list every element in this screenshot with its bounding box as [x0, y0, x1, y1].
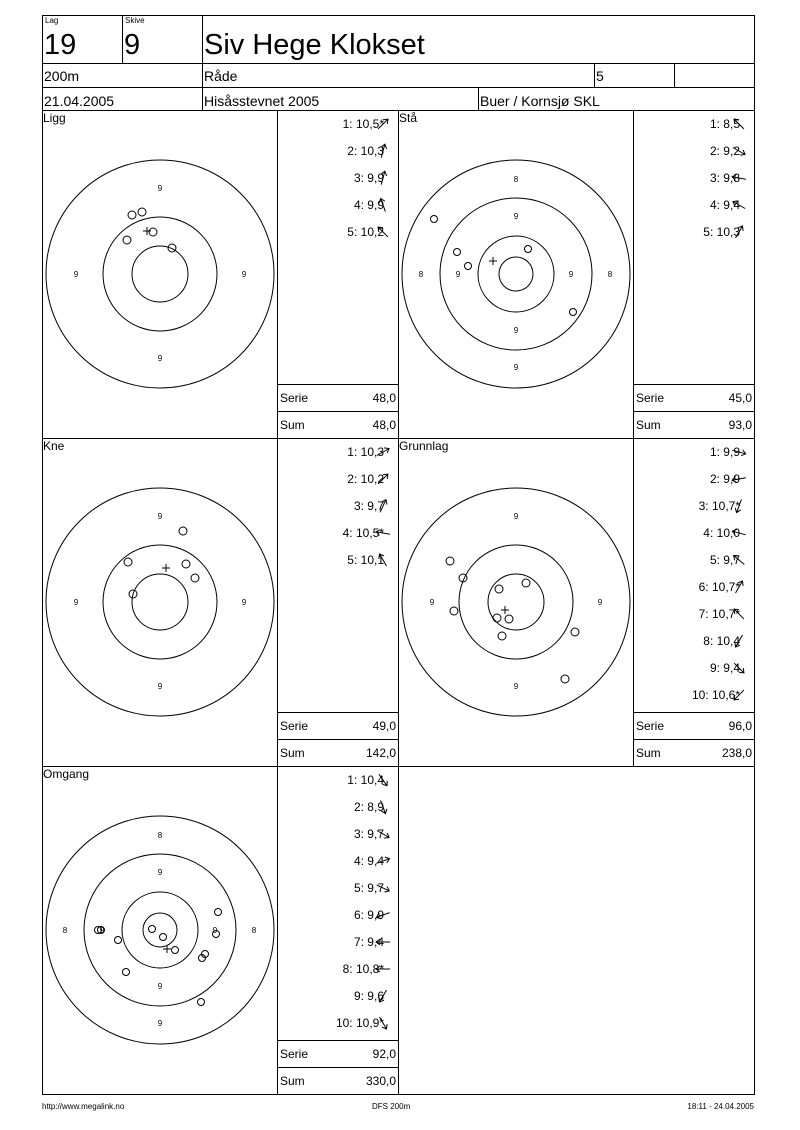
shot-score: 1: 10,3	[347, 445, 384, 459]
direction-arrow-icon	[374, 906, 392, 924]
shot-row	[278, 145, 398, 159]
shot-row	[278, 554, 398, 568]
footer-url: http://www.megalink.no	[42, 1102, 125, 1111]
shot-score: 1: 10,5*	[342, 117, 384, 131]
svg-text:9: 9	[157, 682, 163, 691]
direction-arrow-icon	[730, 196, 748, 214]
skive-number: 9	[124, 29, 141, 61]
shot-score: 9: 9,4	[709, 661, 740, 675]
shot-score: 9: 9,6	[353, 989, 384, 1003]
direction-arrow-icon	[374, 1014, 392, 1032]
shot-row	[278, 446, 398, 460]
club: Råde	[204, 68, 238, 84]
svg-text:9: 9	[241, 598, 247, 607]
shot-score: 4: 9,4	[353, 854, 384, 868]
shot-row	[634, 581, 754, 595]
shot-row	[278, 199, 398, 213]
shot-row	[634, 172, 754, 186]
direction-arrow-icon	[374, 987, 392, 1005]
svg-text:9: 9	[157, 982, 163, 991]
svg-text:9: 9	[513, 363, 519, 372]
shot-row	[278, 500, 398, 514]
shot-score: 5: 10,2	[347, 225, 384, 239]
shot-score: 4: 9,4	[709, 198, 740, 212]
shot-row	[634, 500, 754, 514]
direction-arrow-icon	[730, 578, 748, 596]
shot-row	[634, 635, 754, 649]
svg-text:8: 8	[157, 831, 163, 840]
direction-arrow-icon	[730, 142, 748, 160]
shot-score: 5: 9,7	[709, 553, 740, 567]
svg-text:9: 9	[568, 270, 574, 279]
svg-text:9: 9	[597, 598, 603, 607]
shot-score: 1: 8,5	[709, 117, 740, 131]
shot-row	[278, 882, 398, 896]
svg-text:9: 9	[157, 868, 163, 877]
svg-text:9: 9	[157, 512, 163, 521]
shot-score: 5: 10,3	[703, 225, 740, 239]
sum-label: Sum	[280, 1074, 305, 1088]
shot-row	[278, 226, 398, 240]
shot-row	[278, 801, 398, 815]
direction-arrow-icon	[730, 551, 748, 569]
shot-row	[278, 774, 398, 788]
shot-score: 6: 10,7*	[698, 580, 740, 594]
target-grunnlag	[400, 486, 632, 718]
sum-value: 330,0	[365, 1074, 396, 1088]
ring-label: 9	[73, 270, 79, 279]
svg-text:8: 8	[62, 926, 68, 935]
direction-arrow-icon	[374, 497, 392, 515]
shot-score: 3: 9,9	[353, 171, 384, 185]
footer-timestamp: 18:11 - 24.04.2005	[687, 1102, 754, 1111]
svg-text:9: 9	[455, 270, 461, 279]
date: 21.04.2005	[44, 93, 115, 109]
sum-label: Sum	[636, 746, 661, 760]
shot-score: 3: 9,8	[709, 171, 740, 185]
direction-arrow-icon	[374, 551, 392, 569]
direction-arrow-icon	[374, 771, 392, 789]
shot-row	[634, 608, 754, 622]
shot-score: 6: 9,9	[353, 908, 384, 922]
skive-caption: Skive	[125, 16, 145, 25]
shot-row	[634, 118, 754, 132]
shot-row	[634, 689, 754, 703]
sum-value: 142,0	[365, 746, 396, 760]
direction-arrow-icon	[730, 686, 748, 704]
shot-row	[278, 990, 398, 1004]
direction-arrow-icon	[374, 524, 392, 542]
event-name: Hisåsstevnet 2005	[204, 93, 320, 109]
sum-label: Sum	[280, 746, 305, 760]
shot-row	[278, 473, 398, 487]
shot-row	[634, 145, 754, 159]
svg-text:9: 9	[99, 926, 105, 935]
shot-holes	[123, 208, 176, 252]
direction-arrow-icon	[730, 524, 748, 542]
panel-title-omgang: Omgang	[43, 767, 90, 781]
panel-title-grunnlag: Grunnlag	[399, 439, 449, 453]
series-value: 48,0	[372, 391, 396, 405]
ring-label: 9	[241, 270, 247, 279]
shot-score: 4: 10,5*	[342, 526, 384, 540]
panel-title-ligg: Ligg	[43, 111, 66, 125]
footer-title: DFS 200m	[372, 1102, 411, 1111]
series-label: Serie	[280, 391, 309, 405]
venue: Buer / Kornsjø SKL	[480, 93, 600, 109]
shot-score: 7: 10,7*	[698, 607, 740, 621]
shot-row	[634, 446, 754, 460]
shot-row	[278, 936, 398, 950]
shot-row	[278, 909, 398, 923]
shot-row	[634, 226, 754, 240]
shot-row	[278, 172, 398, 186]
shot-score: 4: 9,9	[353, 198, 384, 212]
target-omgang	[44, 814, 276, 1046]
shot-score: 8: 10,8*	[342, 962, 384, 976]
direction-arrow-icon	[730, 169, 748, 187]
shot-score: 2: 9,9	[709, 472, 740, 486]
shot-row	[278, 527, 398, 541]
svg-text:8: 8	[251, 926, 257, 935]
svg-text:9: 9	[73, 598, 79, 607]
svg-text:9: 9	[513, 326, 519, 335]
shot-score: 4: 10,0	[703, 526, 740, 540]
series-value: 45,0	[728, 391, 752, 405]
shot-score: 10: 10,9*	[335, 1016, 384, 1030]
direction-arrow-icon	[374, 933, 392, 951]
direction-arrow-icon	[374, 443, 392, 461]
direction-arrow-icon	[374, 879, 392, 897]
lag-caption: Lag	[45, 16, 59, 25]
svg-text:9: 9	[429, 598, 435, 607]
svg-text:9: 9	[513, 682, 519, 691]
direction-arrow-icon	[374, 196, 392, 214]
shot-row	[278, 963, 398, 977]
series-value: 96,0	[728, 719, 752, 733]
sum-value: 93,0	[728, 418, 752, 432]
direction-arrow-icon	[730, 115, 748, 133]
shot-score: 8: 10,4	[703, 634, 740, 648]
panel-title-kne: Kne	[43, 439, 65, 453]
shot-row	[634, 473, 754, 487]
ring-label: 9	[157, 354, 163, 363]
direction-arrow-icon	[730, 659, 748, 677]
target-ligg	[44, 158, 276, 390]
direction-arrow-icon	[374, 960, 392, 978]
shot-score: 5: 9,7	[353, 881, 384, 895]
svg-text:9: 9	[157, 1019, 163, 1028]
series-label: Serie	[636, 391, 665, 405]
shot-row	[278, 828, 398, 842]
sum-label: Sum	[636, 418, 661, 432]
class: 5	[596, 68, 604, 84]
direction-arrow-icon	[374, 142, 392, 160]
direction-arrow-icon	[730, 470, 748, 488]
shot-row	[634, 662, 754, 676]
shot-row	[634, 554, 754, 568]
shot-score: 7: 9,4	[353, 935, 384, 949]
svg-text:9: 9	[513, 212, 519, 221]
svg-text:9: 9	[513, 512, 519, 521]
shot-score: 2: 9,2	[709, 144, 740, 158]
sum-value: 238,0	[721, 746, 752, 760]
sum-value: 48,0	[372, 418, 396, 432]
shot-row	[278, 1017, 398, 1031]
series-label: Serie	[280, 719, 309, 733]
direction-arrow-icon	[730, 497, 748, 515]
direction-arrow-icon	[730, 605, 748, 623]
shot-score: 3: 9,7	[353, 827, 384, 841]
svg-text:8: 8	[513, 175, 519, 184]
shot-row	[278, 118, 398, 132]
shot-score: 2: 10,3	[347, 144, 384, 158]
svg-text:8: 8	[607, 270, 613, 279]
shot-score: 1: 10,4	[347, 773, 384, 787]
shot-score: 2: 10,2	[347, 472, 384, 486]
direction-arrow-icon	[730, 632, 748, 650]
target-sta	[400, 158, 632, 390]
shot-score: 1: 9,9	[709, 445, 740, 459]
sum-label: Sum	[280, 418, 305, 432]
shot-row	[278, 855, 398, 869]
direction-arrow-icon	[730, 223, 748, 241]
direction-arrow-icon	[730, 443, 748, 461]
shot-score: 3: 10,7*	[698, 499, 740, 513]
distance: 200m	[44, 68, 80, 84]
panel-title-sta: Stå	[399, 111, 418, 125]
direction-arrow-icon	[374, 169, 392, 187]
direction-arrow-icon	[374, 115, 392, 133]
shot-score: 2: 8,9	[353, 800, 384, 814]
shot-row	[634, 527, 754, 541]
series-value: 92,0	[372, 1047, 396, 1061]
svg-text:9: 9	[212, 926, 218, 935]
series-label: Serie	[280, 1047, 309, 1061]
shot-score: 3: 9,7	[353, 499, 384, 513]
svg-text:8: 8	[418, 270, 424, 279]
series-label: Serie	[636, 719, 665, 733]
lag-number: 19	[44, 29, 77, 61]
ring-label: 9	[157, 184, 163, 193]
shot-row	[634, 199, 754, 213]
direction-arrow-icon	[374, 798, 392, 816]
direction-arrow-icon	[374, 852, 392, 870]
target-kne	[44, 486, 276, 718]
direction-arrow-icon	[374, 825, 392, 843]
series-value: 49,0	[372, 719, 396, 733]
shot-score: 5: 10,1	[347, 553, 384, 567]
shooter-name: Siv Hege Klokset	[204, 29, 425, 61]
direction-arrow-icon	[374, 223, 392, 241]
shot-score: 10: 10,6*	[691, 688, 740, 702]
direction-arrow-icon	[374, 470, 392, 488]
